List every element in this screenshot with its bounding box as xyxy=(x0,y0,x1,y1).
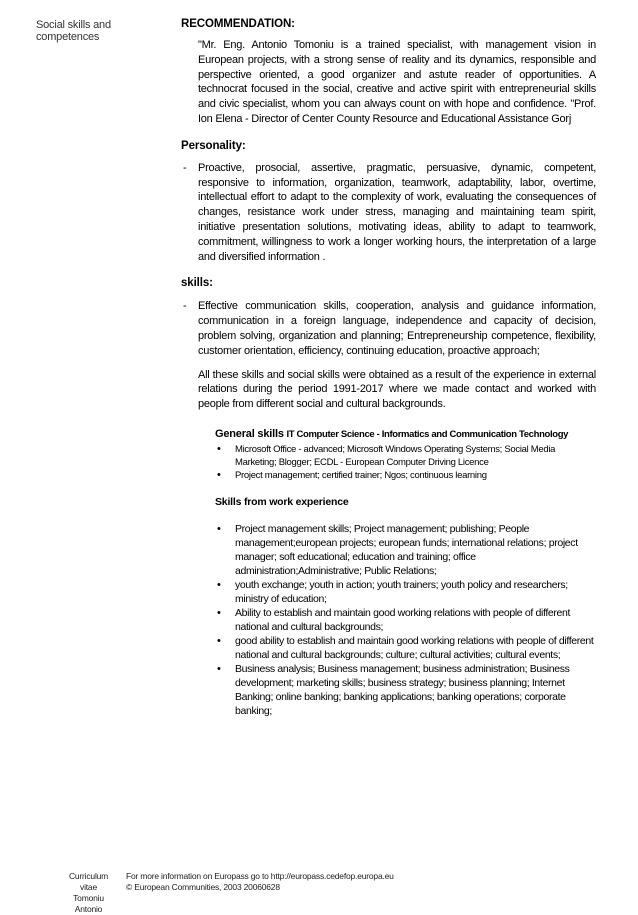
skills-experience-note: All these skills and social skills were obtained as a result of the experience in external relations during the period 1991-2017 where we made contact and worked with people from different social and cultural backgrounds. xyxy=(198,368,596,411)
footer-info xyxy=(126,871,394,915)
section-label: Social skills and competences xyxy=(36,19,111,43)
list-item xyxy=(181,443,596,469)
list-item-text: Project management; certified trainer; Ngos; continuous learning xyxy=(235,469,487,481)
list-item xyxy=(181,634,596,662)
personality-text: Proactive, prosocial, assertive, pragmatic, persuasive, dynamic, competent, responsive to information, organization, teamwork, adaptability, labor, overtime, intellectual effort to adapt to the complexity of work, evaluating the consequences of changes, resistance work under stress, managing and maintaining team spirit, initiative presentation solutions, motivating ideas, ability to adapt to teamwork, commitment, willingness to work a longer working hours, the interpretation of a large and diversified information . xyxy=(198,161,596,263)
general-skills-area: IT Computer Science - Informatics and Communication Technology xyxy=(286,428,569,440)
list-item xyxy=(181,469,596,482)
bullet-icon: • xyxy=(217,662,221,675)
general-skills-heading xyxy=(181,428,596,440)
bullet-icon: • xyxy=(217,442,221,455)
general-skills-list xyxy=(181,443,596,482)
work-skills-heading: Skills from work experience xyxy=(215,495,349,508)
dash-marker: - xyxy=(183,300,187,313)
work-skills-list xyxy=(181,522,596,718)
list-item-text: Microsoft Office - advanced; Microsoft Windows Operating Systems; Social Media Marketing; Blogger; ECDL - European Computer Driving Licence xyxy=(235,443,556,468)
list-item xyxy=(181,662,596,718)
list-item-text: Business analysis; Business management; business administration; Business development; marketing skills; business strategy; business planning; Internet Banking; online banking; banking applications; banking operations; corporate banking; xyxy=(235,662,570,717)
footer-doc-type: Curriculum vitae xyxy=(68,871,109,892)
cv-main-column xyxy=(181,18,596,718)
list-item xyxy=(181,606,596,634)
footer-cv-owner xyxy=(62,871,115,915)
skills-text-block xyxy=(181,299,596,358)
recommendation-text: "Mr. Eng. Antonio Tomoniu is a trained specialist, with management vision in European projects, with a strong sense of reality and its dynamics, responsible and perspective oriented, a good organizer and astute reader of opportunities. A technocrat focused in the social, creative and active spirit with entrepreneurial skills and civic specialist, whom you can always count on with hope and confidence. "Prof. Ion Elena - Director of Center County Resource and Educational Assistance Gorj xyxy=(198,39,596,125)
general-skills-label: General skills xyxy=(215,427,284,440)
footer-copyright: © European Communities, 2003 20060628 xyxy=(126,882,280,892)
list-item-text: youth exchange; youth in action; youth trainers; youth policy and researchers; ministry of education; xyxy=(235,578,568,605)
skills-heading: skills: xyxy=(181,277,213,290)
bullet-icon: • xyxy=(217,606,221,619)
skills-text: Effective communication skills, cooperation, analysis and guidance information, communication in a foreign language, independence and capacity of decision, problem solving, organization and planning; Entrepreneurship competence, flexibility, customer orientation, efficiency, continuing education, proactive approach; xyxy=(198,300,596,357)
list-item xyxy=(181,578,596,606)
bullet-icon: • xyxy=(217,522,221,535)
list-item xyxy=(181,522,596,578)
bullet-icon: • xyxy=(217,468,221,481)
page-footer xyxy=(62,871,394,915)
dash-marker: - xyxy=(183,161,187,174)
list-item-text: Project management skills; Project management; publishing; People management;european projects; european funds; international relations; project manager; soft educational; education and training; office administration;Administrative; Public Relations; xyxy=(235,522,578,577)
list-item-text: good ability to establish and maintain good working relations with people of different national and cultural backgrounds; culture; cultural activities; cultural events; xyxy=(235,634,594,661)
footer-owner-name: Tomoniu Antonio xyxy=(73,893,104,914)
list-item-text: Ability to establish and maintain good working relations with people of different national and cultural backgrounds; xyxy=(235,606,571,633)
bullet-icon: • xyxy=(217,578,221,591)
personality-text-block xyxy=(181,161,596,265)
recommendation-heading: RECOMMENDATION: xyxy=(181,18,295,30)
footer-europass-link[interactable]: For more information on Europass go to http://europass.cedefop.europa.eu xyxy=(126,871,394,881)
personality-heading: Personality: xyxy=(181,139,246,152)
bullet-icon: • xyxy=(217,634,221,647)
